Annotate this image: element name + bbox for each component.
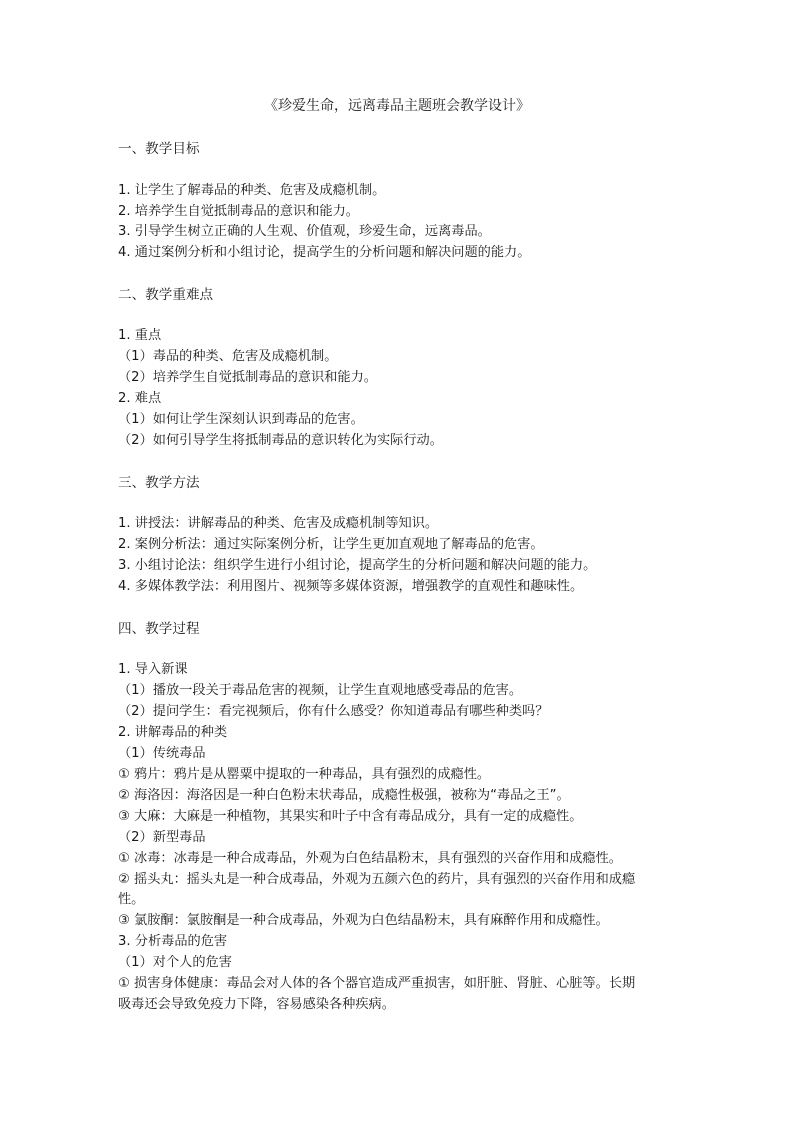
process-item: ② 摇头丸：摇头丸是一种合成毒品，外观为五颜六色的药片，具有强烈的兴奋作用和成瘾: [118, 872, 636, 887]
key-point-item: 2. 难点: [118, 391, 162, 406]
process-item: ② 海洛因：海洛因是一种白色粉末状毒品，成瘾性极强，被称为“毒品之王”。: [118, 788, 570, 803]
process-item: （1）对个人的危害: [118, 955, 232, 970]
process-item: ① 鸦片：鸦片是从罂粟中提取的一种毒品，具有强烈的成瘾性。: [118, 767, 491, 782]
objective-item: 4. 通过案例分析和小组讨论，提高学生的分析问题和解决问题的能力。: [118, 245, 531, 260]
method-item: 4. 多媒体教学法：利用图片、视频等多媒体资源，增强教学的直观性和趣味性。: [118, 579, 584, 594]
objective-item: 2. 培养学生自觉抵制毒品的意识和能力。: [118, 204, 359, 219]
method-item: 2. 案例分析法：通过实际案例分析，让学生更加直观地了解毒品的危害。: [118, 537, 544, 552]
process-item: ① 冰毒：冰毒是一种合成毒品，外观为白色结晶粉末，具有强烈的兴奋作用和成瘾性。: [118, 851, 622, 866]
process-item: ① 损害身体健康：毒品会对人体的各个器官造成严重损害，如肝脏、肾脏、心脏等。长期: [118, 976, 636, 991]
objective-item: 1. 让学生了解毒品的种类、危害及成瘾机制。: [118, 183, 386, 198]
process-item: ③ 氯胺酮：氯胺酮是一种合成毒品，外观为白色结晶粉末，具有麻醉作用和成瘾性。: [118, 913, 609, 928]
document-title: 《珍爱生命，远离毒品主题班会教学设计》: [264, 98, 530, 114]
process-item: （2）新型毒品: [118, 830, 206, 845]
method-item: 3. 小组讨论法：组织学生进行小组讨论，提高学生的分析问题和解决问题的能力。: [118, 558, 597, 573]
section-heading-methods: 三、教学方法: [118, 475, 200, 491]
objective-item: 3. 引导学生树立正确的人生观、价值观，珍爱生命，远离毒品。: [118, 224, 491, 239]
method-item: 1. 讲授法：讲解毒品的种类、危害及成瘾机制等知识。: [118, 516, 439, 531]
section-heading-objectives: 一、教学目标: [118, 141, 200, 157]
key-point-item: （1）毒品的种类、危害及成瘾机制。: [118, 349, 338, 364]
key-point-item: （2）如何引导学生将抵制毒品的意识转化为实际行动。: [118, 433, 443, 448]
process-item: ③ 大麻：大麻是一种植物，其果实和叶子中含有毒品成分，具有一定的成瘾性。: [118, 809, 583, 824]
key-point-item: （1）如何让学生深刻认识到毒品的危害。: [118, 412, 364, 427]
process-item: 性。: [118, 892, 145, 907]
section-heading-key-points: 二、教学重难点: [118, 287, 214, 303]
process-item: （2）提问学生：看完视频后，你有什么感受？你知道毒品有哪些种类吗？: [118, 704, 549, 719]
key-point-item: （2）培养学生自觉抵制毒品的意识和能力。: [118, 370, 377, 385]
key-point-item: 1. 重点: [118, 328, 162, 343]
process-item: （1）播放一段关于毒品危害的视频，让学生直观地感受毒品的危害。: [118, 683, 523, 698]
process-item: （1）传统毒品: [118, 746, 206, 761]
process-item: 3. 分析毒品的危害: [118, 934, 228, 949]
process-item: 2. 讲解毒品的种类: [118, 725, 228, 740]
process-item: 1. 导入新课: [118, 662, 188, 677]
process-item: 吸毒还会导致免疫力下降，容易感染各种疾病。: [118, 997, 395, 1012]
section-heading-process: 四、教学过程: [118, 621, 200, 637]
